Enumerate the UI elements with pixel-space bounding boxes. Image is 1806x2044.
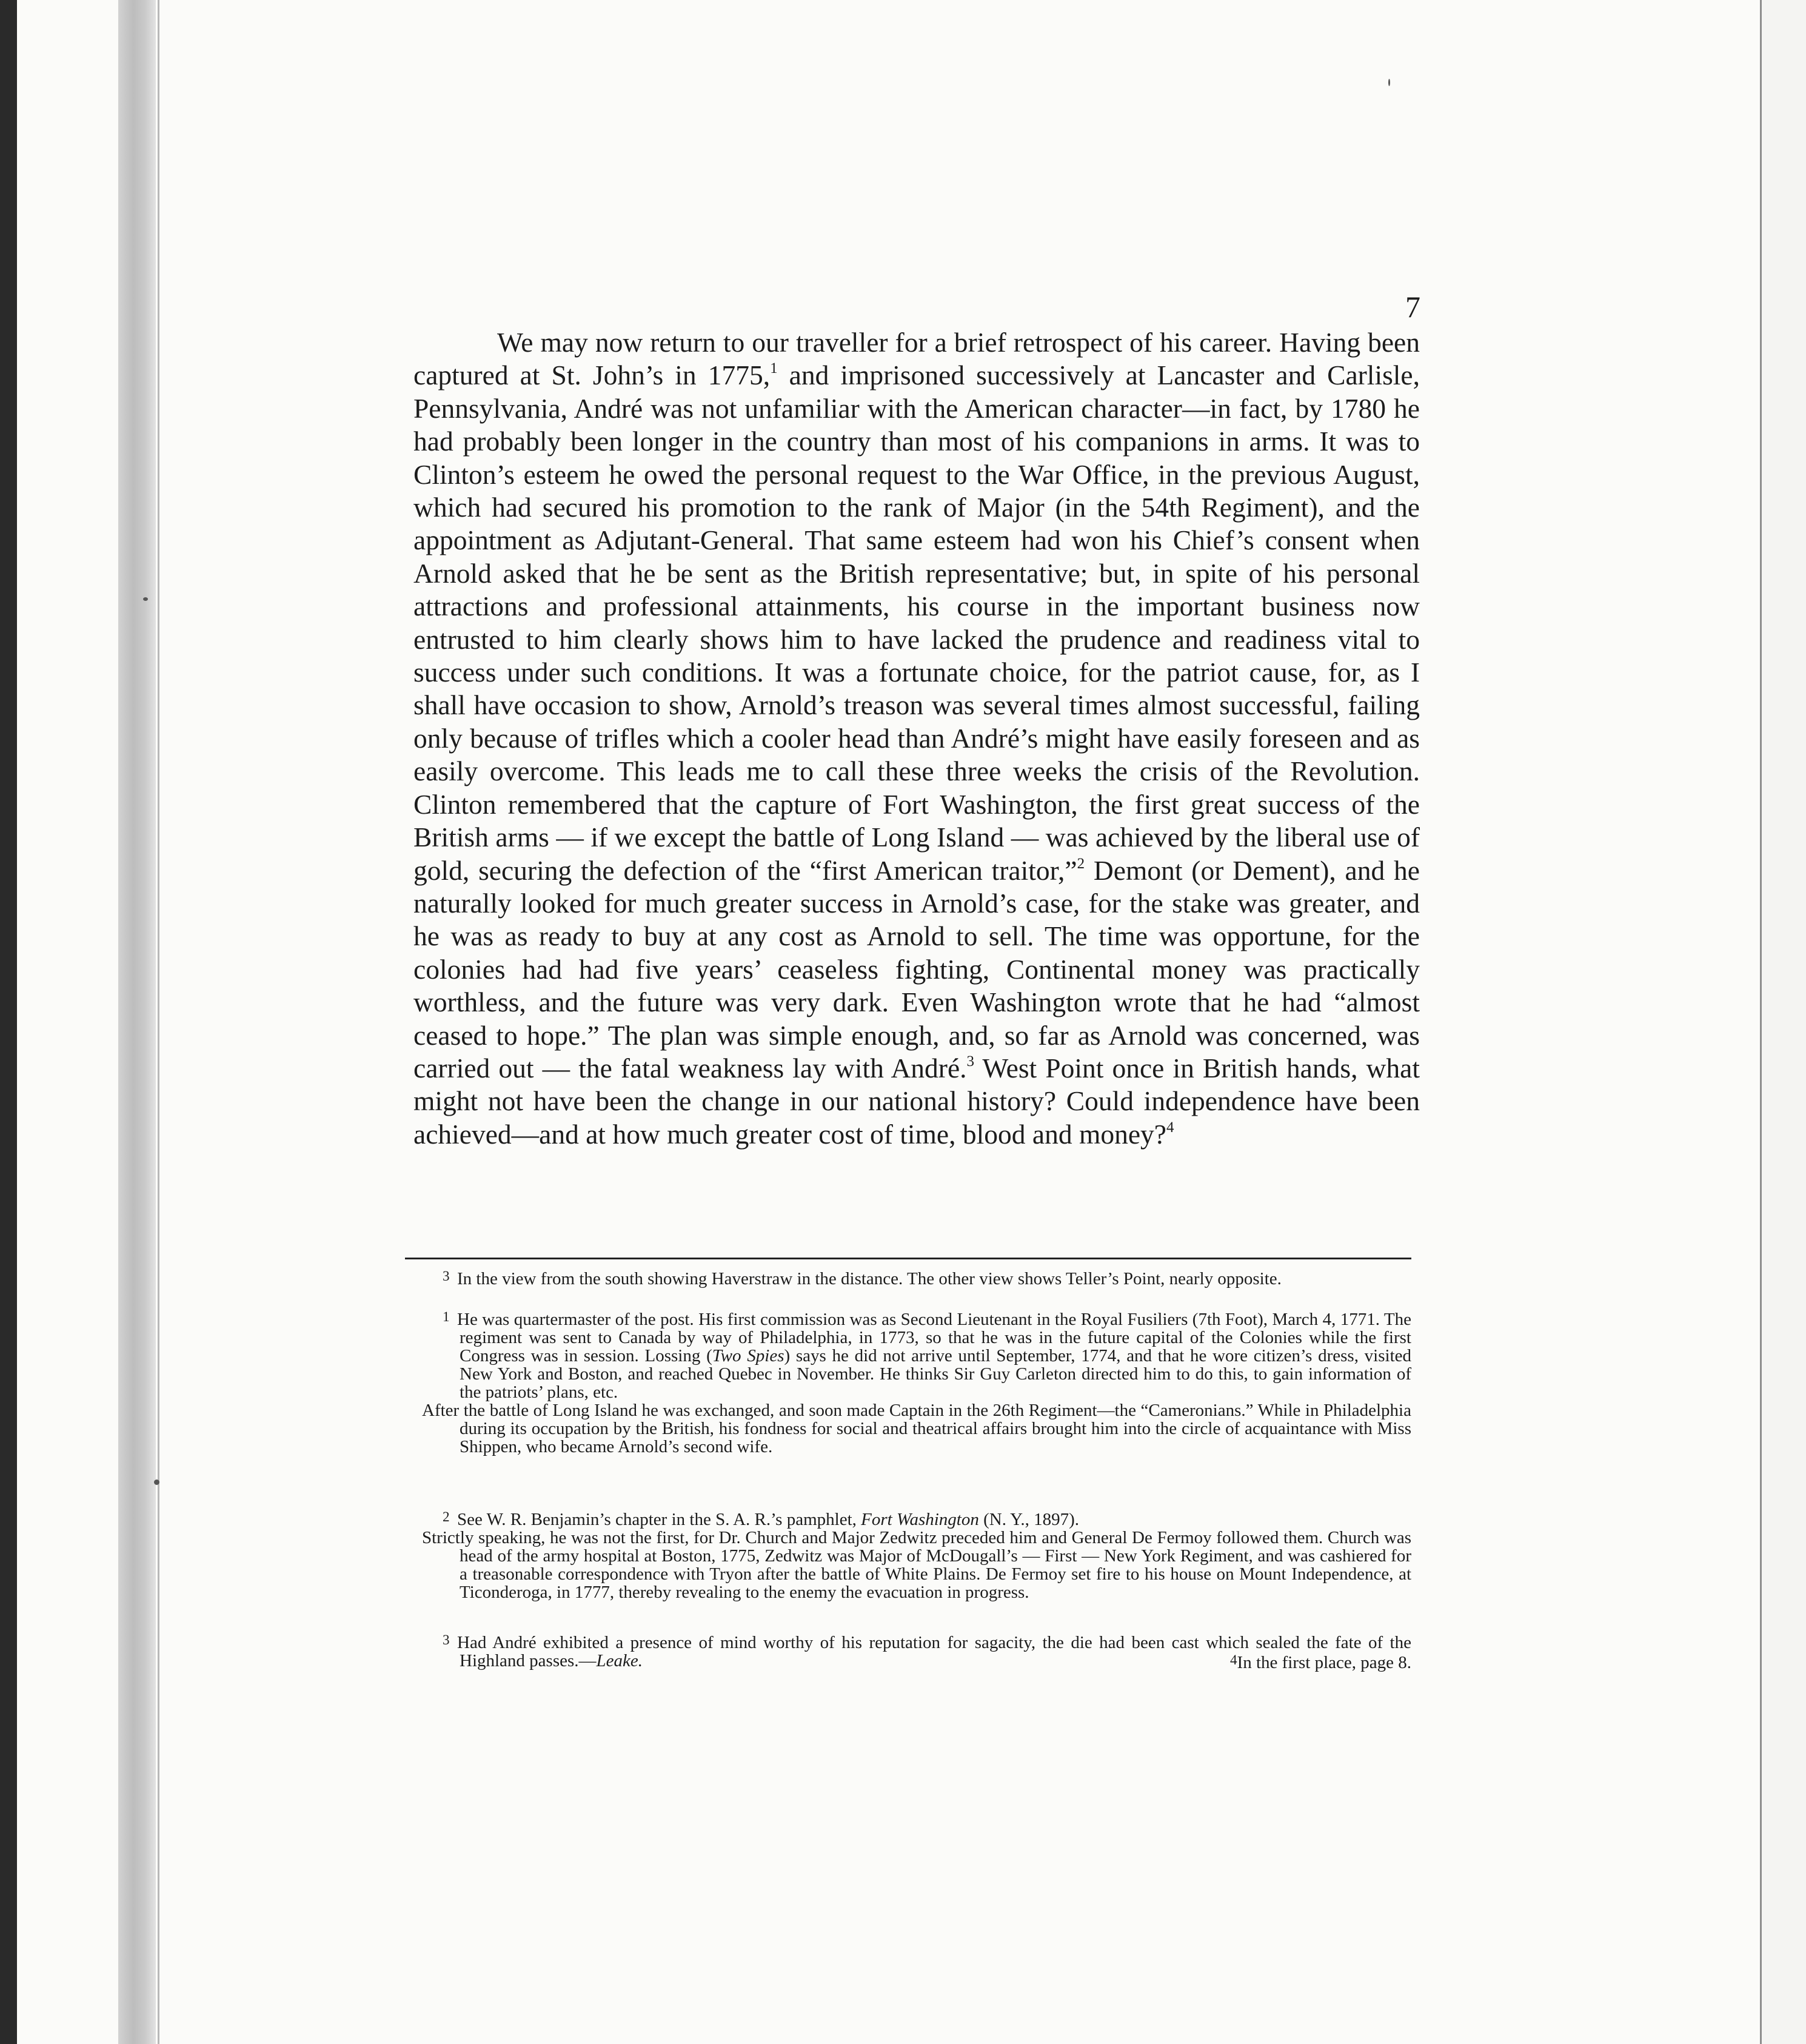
footnote-text: See W. R. Benjamin’s chapter in the S. A. R.’s pamphlet, (457, 1509, 857, 1529)
footnote-italic-author: Leake. (596, 1650, 643, 1670)
footnote-mark: 4 (1229, 1652, 1237, 1668)
gutter-strip (118, 0, 156, 2044)
body-text-run: We may now return to our traveller for a brief retrospect of his career. Having been captured at St. John’s in 1775, (413, 327, 1420, 391)
footnote-ref[interactable]: 1 (770, 360, 778, 377)
footnote-4 (405, 1651, 1411, 1672)
footnote-ref[interactable]: 2 (1077, 855, 1085, 872)
footnote-mark: 2 (443, 1509, 450, 1525)
margin-speck (143, 597, 148, 601)
footnote-figure-text (405, 1267, 1411, 1288)
binding-edge (0, 0, 17, 2044)
footnote-text: He was quartermaster of the post. His first commission was as Second Lieutenant in the Royal Fusiliers (7th Foot), March 4, 1771. The regiment was sent to Canada by way of Philadelphia, in 1773, so that he was in the future capital of the Colonies while the first Congress was in session. Lossing ( (457, 1309, 1411, 1365)
footnote-text: In the first place, page 8. (1237, 1652, 1411, 1672)
gutter-line (158, 0, 159, 2044)
margin-speck (154, 1479, 159, 1485)
footnote-text: In the view from the south showing Haverstraw in the distance. The other view shows Teller’s Point, nearly opposite. (457, 1268, 1282, 1288)
footnote-text: (N. Y., 1897). (983, 1509, 1079, 1529)
footnote-1-continuation: After the battle of Long Island he was exchanged, and soon made Captain in the 26th Regiment—the “Cameronians.” While in Philadelphia during its occupation by the British, his fondness for social and theatrical affairs brought him into the circle of acquaintance with Miss Shippen, who became Arnold’s second wife. (422, 1400, 1411, 1456)
footnote-italic-title: Fort Washington (861, 1509, 979, 1529)
footnote-2 (405, 1508, 1411, 1601)
footnote-mark: 3 (443, 1632, 450, 1648)
footnote-mark: 3 (443, 1268, 450, 1284)
margin-speck (1388, 79, 1390, 86)
footnote-ref[interactable]: 4 (1166, 1119, 1174, 1136)
footnote-ref[interactable]: 3 (966, 1053, 975, 1070)
footnote-1 (405, 1308, 1411, 1456)
body-text-run: Demont (or Dement), and he naturally looked for much greater success in Arnold’s case, for the stake was greater, and he was as ready to buy at any cost as Arnold to sell. The time was opportune, for the colonies had had five years’ ceaseless fighting, Continental money was practically worthless, and the future was very dark. Even Washington wrote that he had “almost ceased to hope.” The plan was simple enough, and, so far as Arnold was concerned, was carried out — the fatal weakness lay with André. (413, 854, 1420, 1084)
body-paragraph (413, 326, 1420, 1151)
footnote-figure (405, 1267, 1411, 1288)
footnote-text: Had André exhibited a presence of mind worthy of his reputation for sagacity, the die had been cast which sealed the fate of the Highland passes.— (457, 1632, 1411, 1670)
body-text-run: and imprisoned successively at Lancaster and Carlisle, Pennsylvania, André was not unfamiliar with the American character—in fact, by 1780 he had probably been longer in the country than most of his companions in arms. It was to Clinton’s esteem he owed the personal request to the War Office, in the previous August, which had secured his promotion to the rank of Major (in the 54th Regiment), and the appointment as Adjutant-General. That same esteem had won his Chief’s consent when Arnold asked that he be sent as the British representative; but, in spite of his personal attractions and professional attainments, his course in the important business now entrusted to him clearly shows him to have lacked the prudence and readiness vital to success under such conditions. It was a fortunate choice, for the patriot cause, for, as I shall have occasion to show, Arnold’s treason was several times almost successful, failing only because of trifles which a cooler head than André’s might have easily foreseen and as easily overcome. This leads me to call these three weeks the crisis of the Revolution. Clinton remembered that the capture of Fort Washington, the first great success of the British arms — if we except the battle of Long Island — was achieved by the liberal use of gold, securing the defection of the “first American traitor,” (413, 360, 1420, 886)
footnote-rule (405, 1258, 1411, 1259)
footnote-mark: 1 (443, 1309, 450, 1325)
footnote-1-text (405, 1308, 1411, 1401)
page-number: 7 (1405, 290, 1420, 324)
body-text-run: West Point once in British hands, what might not have been the change in our national history? Could independence have been achieved—and at how much greater cost of time, blood and money? (413, 1052, 1420, 1150)
footnote-2-continuation: Strictly speaking, he was not the first, for Dr. Church and Major Zedwitz preceded him and General De Fermoy followed them. Church was head of the army hospital at Boston, 1775, Zedwitz was Major of McDougall’s — First — New York Regiment, and was cashiered for a treasonable correspondence with Tryon after the battle of White Plains. De Fermoy set fire to his house on Mount Independence, at Ticonderoga, in 1777, thereby revealing to the enemy the evacuation in progress. (422, 1527, 1411, 1602)
right-edge (1762, 0, 1806, 2044)
footnote-text: ) says he did not arrive until September, 1774, and that he wore citizen’s dress, visited New York and Boston, and reached Quebec in November. He thinks Sir Guy Carleton directed him to do this, to gain information of the patriots’ plans, etc. (460, 1345, 1412, 1402)
footnote-italic-title: Two Spies (712, 1345, 784, 1365)
footnote-2-text (405, 1508, 1411, 1529)
